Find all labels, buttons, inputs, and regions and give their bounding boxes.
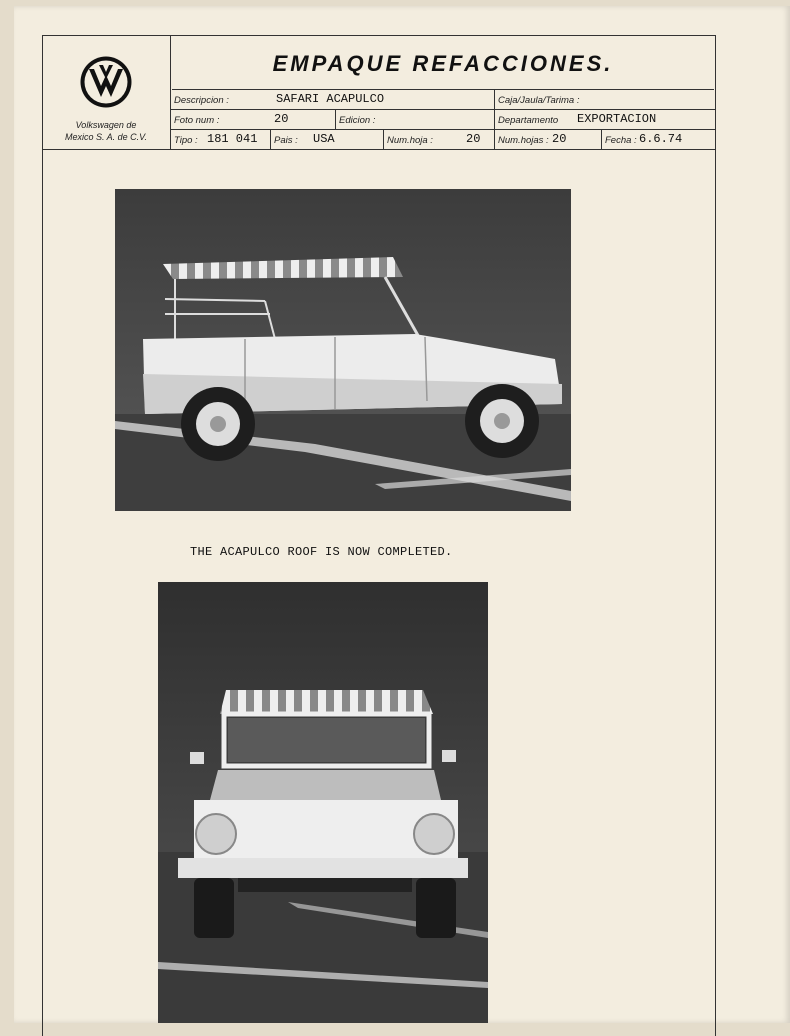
num-hoja-value: 20 — [466, 132, 481, 146]
num-hojas-label: Num.hojas : — [498, 135, 549, 146]
descripcion-label: Descripcion : — [174, 95, 229, 106]
foto-cell — [171, 110, 336, 129]
form-row-descripcion — [171, 90, 716, 110]
vw-logo-icon — [79, 55, 133, 109]
departamento-label: Departamento — [498, 115, 559, 126]
num-hoja-cell — [384, 130, 495, 149]
num-hojas-cell — [495, 130, 602, 149]
foto-value: 20 — [274, 112, 289, 126]
company-block — [42, 35, 171, 149]
num-hojas-value: 20 — [552, 132, 567, 146]
form-header — [42, 35, 716, 150]
departamento-cell — [495, 110, 716, 129]
caja-cell — [495, 90, 716, 109]
form-row-foto — [171, 110, 716, 130]
side-view-image — [115, 189, 571, 511]
company-name-line2: Mexico S. A. de C.V. — [64, 132, 148, 142]
descripcion-cell — [171, 90, 495, 109]
fecha-label: Fecha : — [605, 135, 637, 146]
caja-label: Caja/Jaula/Tarima : — [498, 95, 580, 106]
tipo-label: Tipo : — [174, 135, 198, 146]
photo-caption: THE ACAPULCO ROOF IS NOW COMPLETED. — [190, 545, 453, 559]
vehicle-side-photo — [115, 189, 571, 511]
form-row-tipo — [171, 130, 716, 149]
vehicle-front-photo — [158, 582, 488, 1023]
pais-value: USA — [313, 132, 335, 146]
form-title: EMPAQUE REFACCIONES. — [172, 35, 714, 90]
descripcion-value: SAFARI ACAPULCO — [276, 92, 385, 106]
company-name-line1: Volkswagen de — [75, 120, 137, 130]
edicion-label: Edicion : — [339, 115, 376, 126]
fecha-cell — [602, 130, 716, 149]
foto-label: Foto num : — [174, 115, 220, 126]
pais-label: Pais : — [274, 135, 298, 146]
fecha-value: 6.6.74 — [639, 132, 683, 146]
edicion-cell — [336, 110, 495, 129]
company-name — [46, 119, 166, 143]
departamento-value: EXPORTACION — [577, 112, 657, 126]
tipo-cell — [171, 130, 271, 149]
tipo-value: 181 041 — [207, 132, 258, 146]
num-hoja-label: Num.hoja : — [387, 135, 433, 146]
pais-cell — [271, 130, 384, 149]
front-view-image — [158, 582, 488, 1023]
